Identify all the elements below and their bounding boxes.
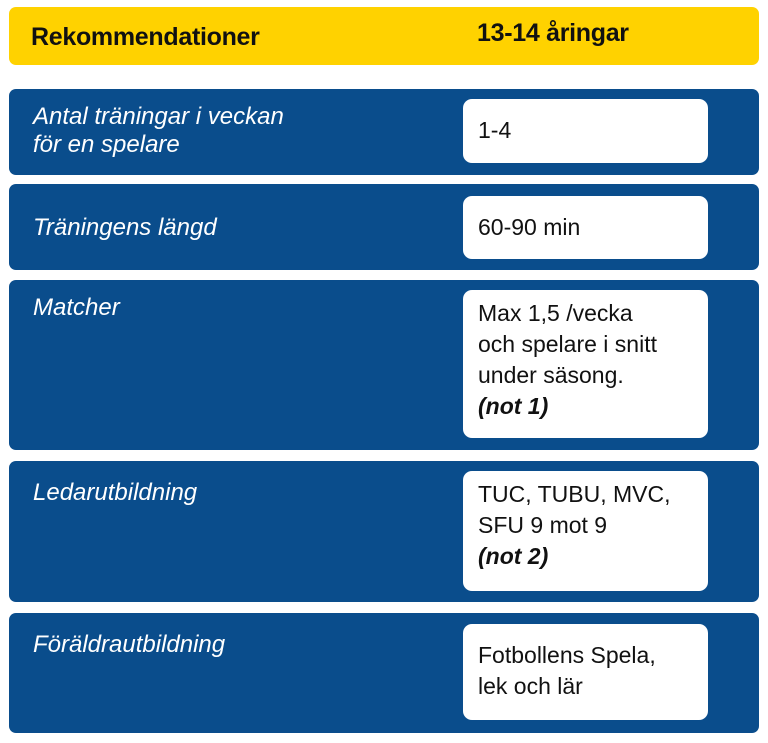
row-value-training-count: 1-4 bbox=[478, 117, 512, 143]
table-row bbox=[9, 280, 759, 450]
row-label-leader-education: Ledarutbildning bbox=[33, 479, 198, 506]
row-value-training-length: 60-90 min bbox=[478, 214, 581, 240]
row-note-leader-education: (not 2) bbox=[478, 543, 549, 569]
row-label-training-count: Antal träningar i veckan för en spelare bbox=[33, 103, 284, 158]
row-value-leader-education: TUC, TUBU, MVC, SFU 9 mot 9 bbox=[478, 481, 671, 538]
row-value-cell bbox=[463, 290, 708, 438]
row-label-matches: Matcher bbox=[33, 294, 120, 321]
header-label-recommendations: Rekommendationer bbox=[31, 23, 260, 51]
row-value-cell bbox=[463, 471, 708, 591]
row-value-cell bbox=[463, 624, 708, 720]
table-row bbox=[9, 184, 759, 270]
table-row bbox=[9, 461, 759, 602]
row-value-cell bbox=[463, 196, 708, 259]
row-value-matches: Max 1,5 /vecka och spelare i snitt under säsong. bbox=[478, 300, 657, 388]
table-header bbox=[9, 7, 759, 65]
row-label-parent-education: Föräldrautbildning bbox=[33, 631, 226, 658]
row-value-parent-education: Fotbollens Spela, lek och lär bbox=[478, 642, 656, 699]
table-row bbox=[9, 613, 759, 733]
row-note-matches: (not 1) bbox=[478, 393, 549, 419]
row-label-training-length: Träningens längd bbox=[33, 214, 217, 241]
row-value-cell bbox=[463, 99, 708, 163]
table-row bbox=[9, 89, 759, 175]
header-label-age-group: 13-14 åringar bbox=[477, 19, 629, 47]
